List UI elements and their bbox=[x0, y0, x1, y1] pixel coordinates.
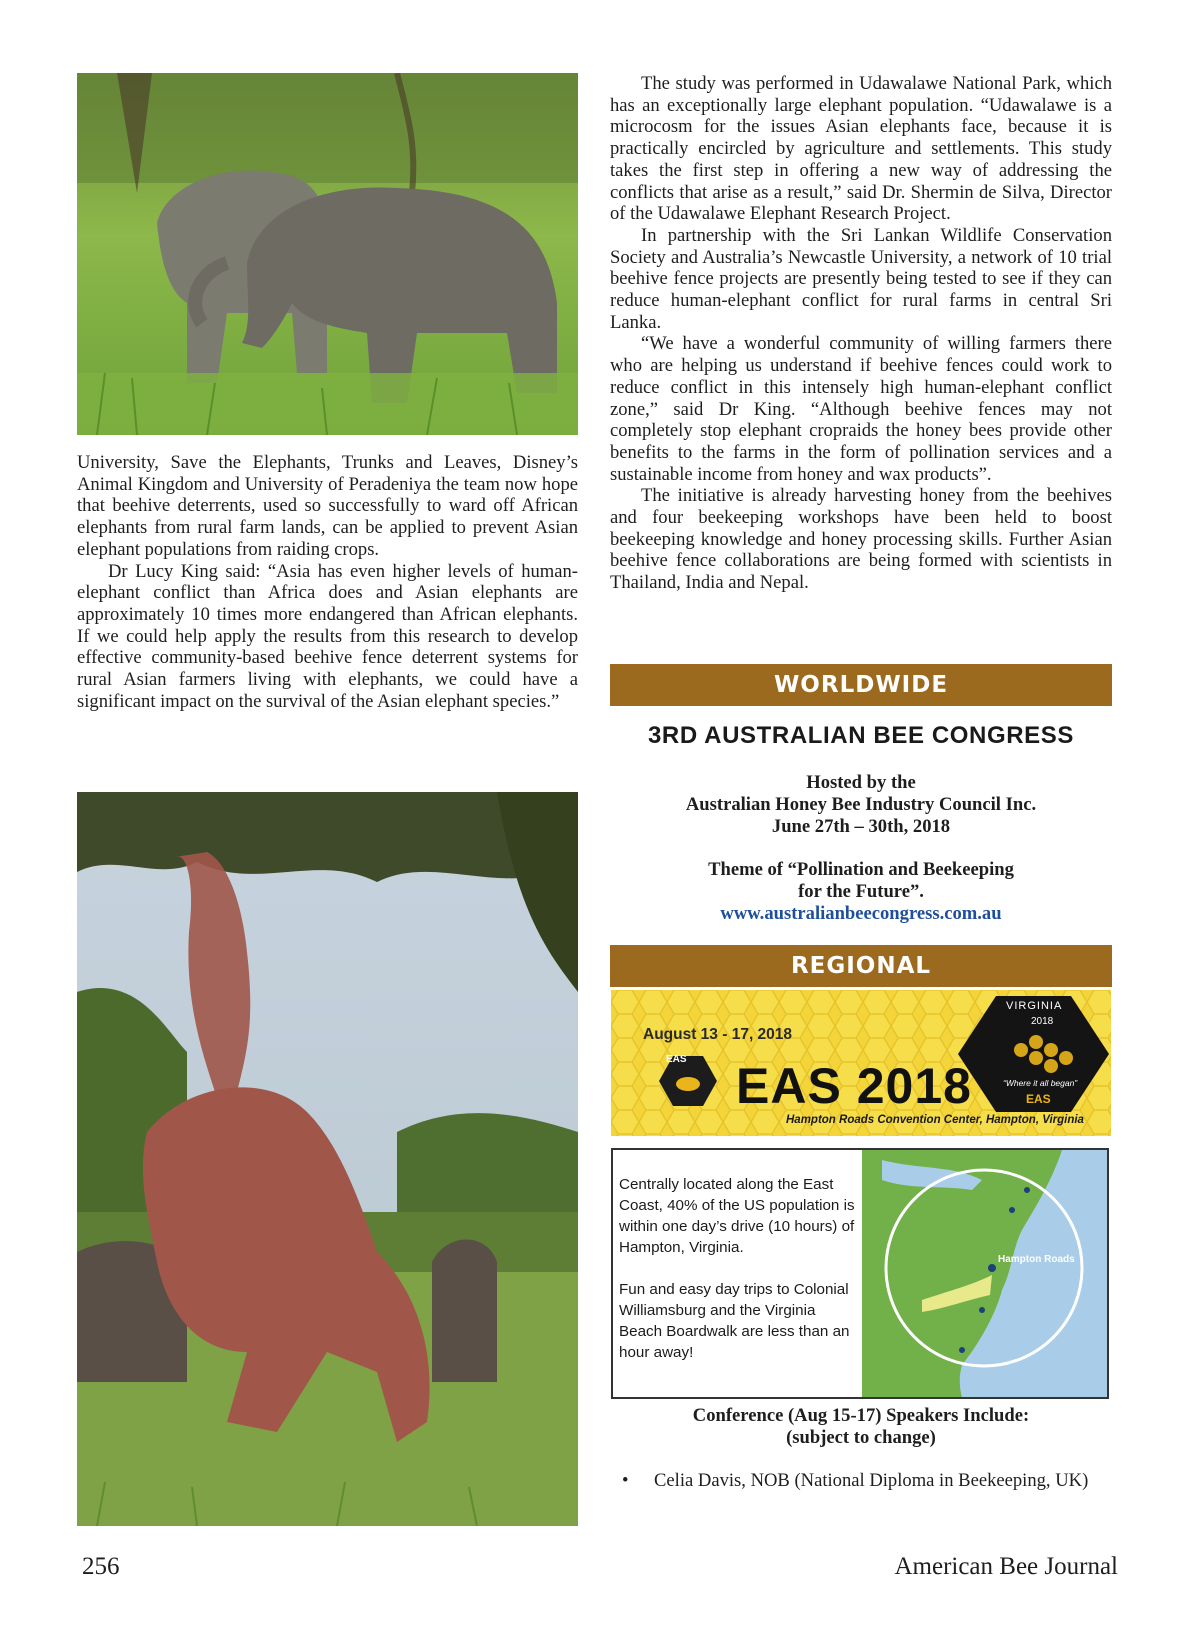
right-article-text bbox=[610, 73, 1112, 594]
logo-year: 2018 bbox=[1031, 1016, 1054, 1027]
hampton-roads-label: Hampton Roads bbox=[998, 1254, 1075, 1265]
map-description bbox=[619, 1174, 859, 1384]
worldwide-heading: WORLDWIDE bbox=[773, 672, 949, 698]
eas-title: EAS 2018 bbox=[736, 1058, 972, 1114]
page-number: 256 bbox=[82, 1553, 120, 1580]
speakers-heading bbox=[610, 1405, 1112, 1449]
worldwide-section-bar bbox=[610, 664, 1112, 706]
right-paragraph-2: In partnership with the Sri Lankan Wildlife Conservation Society and Australia’s Newcastle University, a network of 10 trial beehive fence projects are presently being tested to see if they can reduce human-elephant conflict for rural farms in central Sri Lanka. bbox=[610, 224, 1112, 333]
left-paragraph-2: Dr Lucy King said: “Asia has even higher levels of human-elephant conflict than Africa does and Asian elephants are approximately 10 times more endangered than African elephants. If we could help apply the results from this research to develop effective community-based beehive fence deterrent systems for rural Asian farmers living with elephants, we could have a significant impact on the survival of the Asian elephant species.” bbox=[77, 560, 578, 712]
right-paragraph-1: The study was performed in Udawalawe National Park, which has an exceptionally large elephant population. “Udawalawe is a microcosm for the issues Asian elephants face, because it is practically encircled by agriculture and settlements. This study takes the first step in offering a new way of addressing the conflicts that arise as a result,” said Dr. Shermin de Silva, Director of the Udawalawe Elephant Research Project. bbox=[610, 73, 1112, 225]
eas-dates: August 13 - 17, 2018 bbox=[643, 1026, 793, 1043]
eas-venue: Hampton Roads Convention Center, Hampton, Virginia bbox=[786, 1114, 1084, 1126]
theme-line-2: for the Future”. bbox=[798, 881, 924, 902]
logo-state: VIRGINIA bbox=[1006, 1000, 1063, 1012]
elephants-grazing-photo bbox=[77, 73, 578, 435]
eas-2018-banner bbox=[611, 990, 1111, 1136]
congress-theme bbox=[610, 859, 1112, 925]
regional-heading: REGIONAL bbox=[790, 953, 932, 979]
map-copy-2: Fun and easy day trips to Colonial Williamsburg and the Virginia Beach Boardwalk are less than an hour away! bbox=[619, 1281, 850, 1361]
right-paragraph-4: The initiative is already harvesting honey from the beehives and four beekeeping workshops have been held to boost beekeeping knowledge and honey processing skills. Further Asian beehive fence collaborations are being formed with scientists in Thailand, India and Nepal. bbox=[610, 485, 1112, 594]
speakers-heading-line-2: (subject to change) bbox=[786, 1427, 936, 1448]
map-copy-1: Centrally located along the East Coast, 40% of the US population is within one day’s drive (10 hours) of Hampton, Virginia. bbox=[619, 1176, 855, 1256]
speakers-heading-line-1: Conference (Aug 15-17) Speakers Include: bbox=[692, 1405, 1030, 1426]
left-paragraph-1: University, Save the Elephants, Trunks and Leaves, Disney’s Animal Kingdom and University of Peradeniya the team now hope that beehive deterrents, used so successfully to ward off African elephants from rural farm lands, can be applied to prevent Asian elephant populations from raiding crops. bbox=[77, 452, 578, 560]
eas-small-badge-label: EAS bbox=[666, 1054, 687, 1065]
hampton-map-box bbox=[611, 1148, 1109, 1399]
host-line-3: June 27th – 30th, 2018 bbox=[771, 816, 951, 837]
list-item: • Celia Davis, NOB (National Diploma in Beekeeping, UK) bbox=[622, 1470, 1092, 1492]
speakers-list bbox=[622, 1470, 1092, 1492]
publication-title: American Bee Journal bbox=[894, 1553, 1118, 1580]
congress-title: 3RD AUSTRALIAN BEE CONGRESS bbox=[647, 722, 1075, 749]
logo-org: EAS bbox=[1026, 1092, 1051, 1106]
elephant-reaching-tree-photo bbox=[77, 792, 578, 1526]
regional-section-bar bbox=[610, 945, 1112, 987]
left-article-text bbox=[77, 452, 578, 712]
east-coast-map bbox=[862, 1150, 1107, 1397]
host-line-2: Australian Honey Bee Industry Council Inc. bbox=[685, 794, 1037, 815]
theme-line-1: Theme of “Pollination and Beekeeping bbox=[708, 859, 1014, 880]
right-paragraph-3: “We have a wonderful community of willing farmers there who are helping us understand if beehive fences could work to reduce conflict in this intensely high human-elephant conflict zone,” said Dr King. “Although beehive fences may not completely stop elephant cropraids the honey bees provide other benefits to the farms in the form of pollination services and a sustainable income from honey and wax products”. bbox=[610, 333, 1112, 485]
host-line-1: Hosted by the bbox=[806, 772, 916, 793]
congress-url-link[interactable]: www.australianbeecongress.com.au bbox=[720, 903, 1002, 924]
congress-host-info bbox=[610, 772, 1112, 838]
logo-tagline: “Where it all began” bbox=[1003, 1078, 1078, 1088]
